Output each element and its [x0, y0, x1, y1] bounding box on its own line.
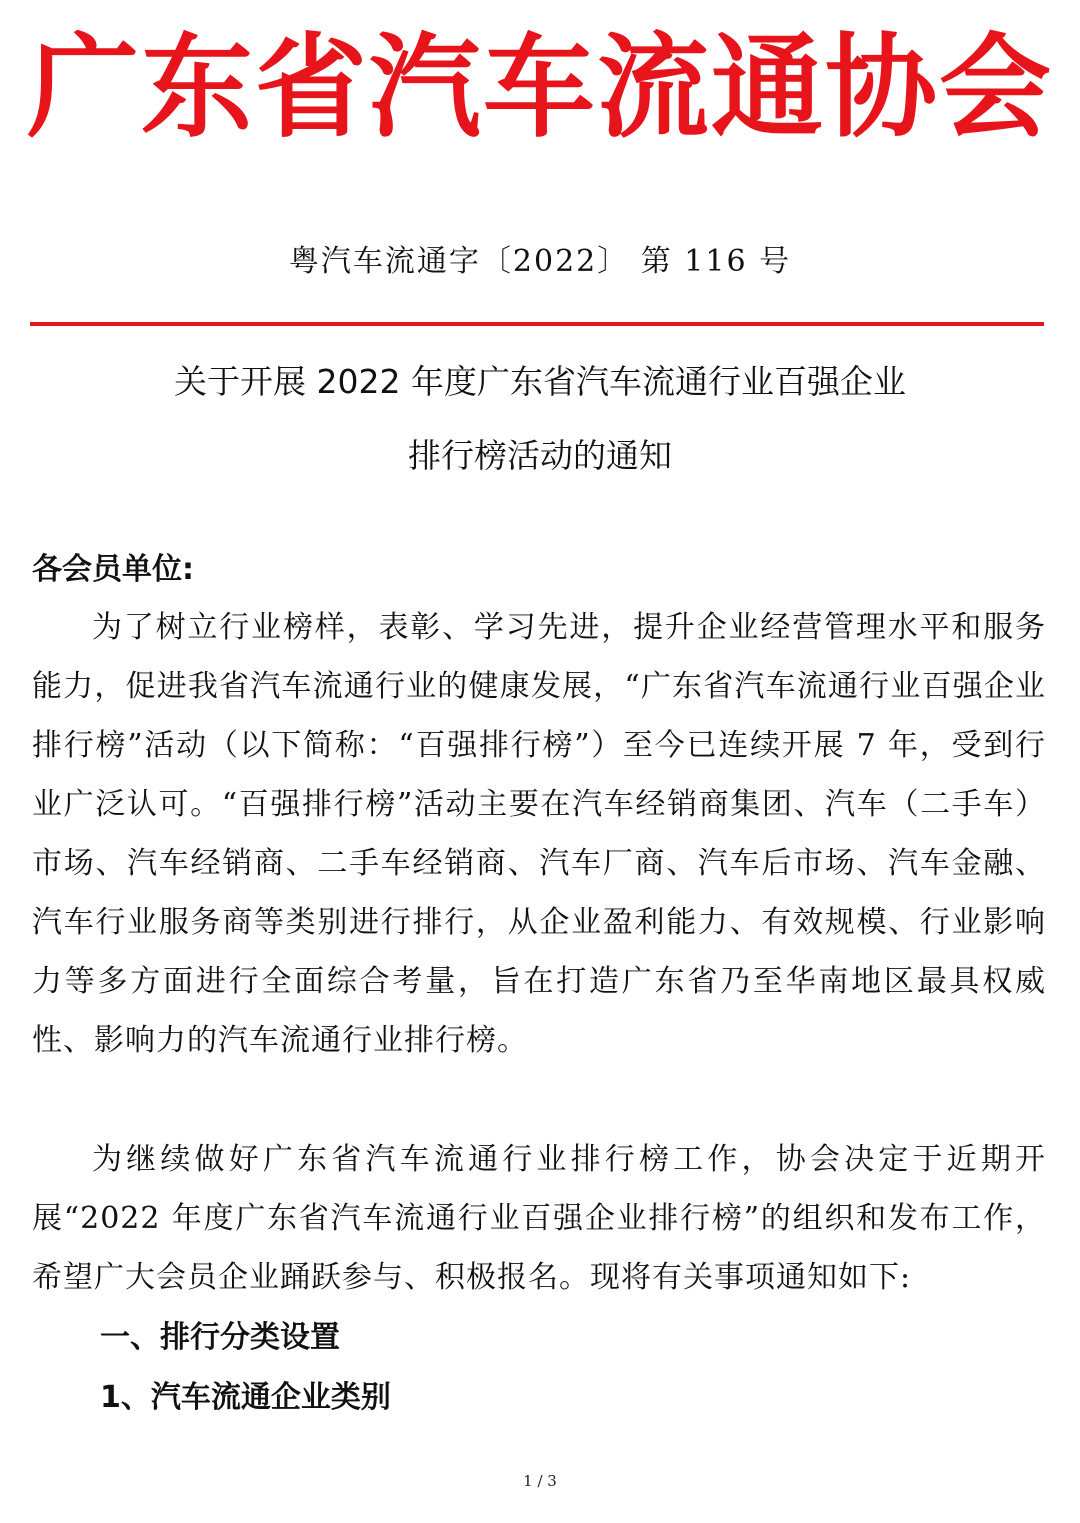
- salutation: 各会员单位:: [32, 552, 194, 587]
- notice-title-line-1: 关于开展 2022 年度广东省汽车流通行业百强企业: [174, 362, 906, 401]
- red-divider-line: [30, 322, 1044, 326]
- section-heading: 一、排行分类设置: [100, 1320, 340, 1355]
- subsection-heading: 1、汽车流通企业类别: [100, 1380, 391, 1415]
- document-number: 粤汽车流通字〔2022〕 第 116 号: [288, 244, 792, 279]
- page-number: 1 / 3: [523, 1472, 557, 1490]
- letterhead-title: 广东省汽车流通协会: [27, 22, 1053, 153]
- notice-title-line-2: 排行榜活动的通知: [408, 436, 672, 475]
- body-paragraph-2: 为继续做好广东省汽车流通行业排行榜工作，协会决定于近期开展“2022 年度广东省汽车流通行业百强企业排行榜”的组织和发布工作，希望广大会员企业踊跃参与、积极报名。现将有关事项通知如下:: [32, 1142, 1046, 1295]
- body-paragraph-1: 为了树立行业榜样，表彰、学习先进，提升企业经营管理水平和服务能力，促进我省汽车流通行业的健康发展，“广东省汽车流通行业百强企业排行榜”活动（以下简称：“百强排行榜”）至今已连续开展 7 年，受到行业广泛认可。“百强排行榜”活动主要在汽车经销商集团、汽车（二手车）市场、汽车经销商、二手车经销商、汽车厂商、汽车后市场、汽车金融、汽车行业服务商等类别进行排行，从企业盈利能力、有效规模、行业影响力等多方面进行全面综合考量，旨在打造广东省乃至华南地区最具权威性、影响力的汽车流通行业排行榜。: [32, 610, 1046, 1058]
